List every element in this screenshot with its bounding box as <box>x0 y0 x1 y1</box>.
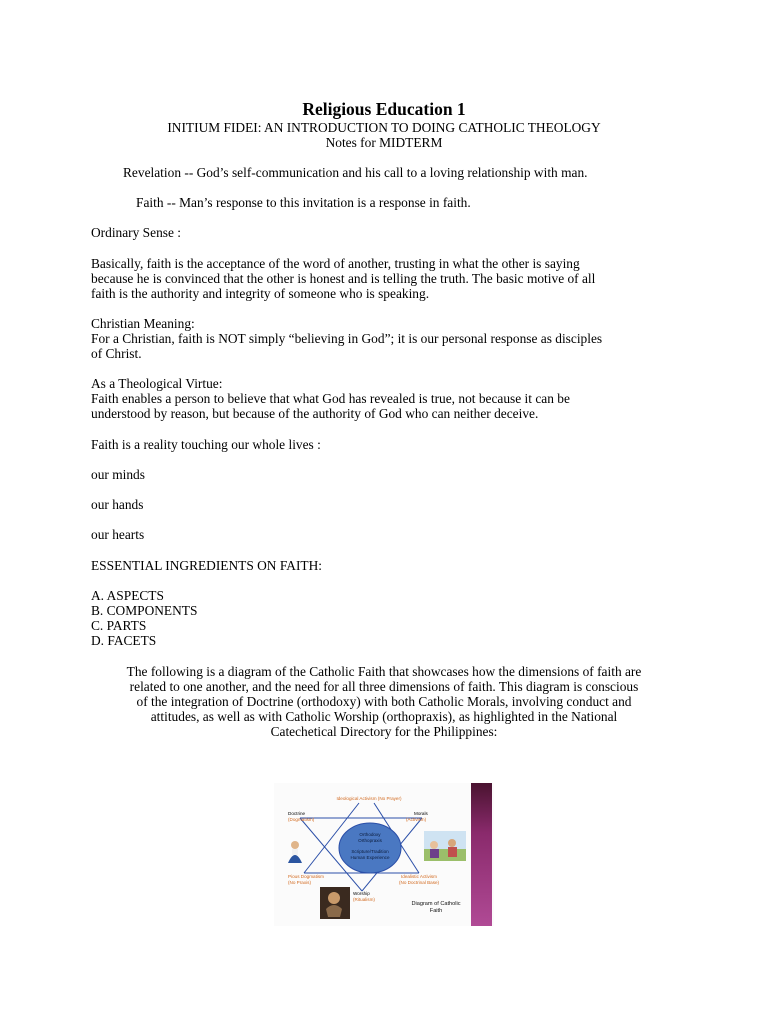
ideological-activism-label: Ideological Activism (No Prayer) <box>336 796 402 801</box>
morals-picture-icon <box>424 831 466 861</box>
reality-statement: Faith is a reality touching our whole lives : <box>91 437 321 452</box>
morals-sub-label: (Activism) <box>406 817 427 822</box>
diagram-caption: Diagram of Catholic <box>411 901 461 907</box>
ingredient-item: D. FACETS <box>91 633 157 648</box>
center-text: Orthopraxis <box>358 838 382 843</box>
idealistic-activism-label: Idealistic Activism <box>401 874 437 879</box>
worship-picture-icon <box>320 887 350 919</box>
ordinary-sense-heading: Ordinary Sense : <box>91 225 181 240</box>
catholic-faith-diagram <box>274 783 494 926</box>
idealistic-activism-sub: (No Doctrinal Base) <box>399 880 440 885</box>
worship-label: Worship <box>353 891 370 896</box>
theological-virtue-line: Faith enables a person to believe that what God has revealed is true, not because it can be <box>91 391 570 406</box>
diagram-intro-line: Catechetical Directory for the Philippines: <box>270 724 498 739</box>
center-circle <box>339 823 401 873</box>
diagram-caption: Faith <box>429 908 443 914</box>
diagram-intro-line: of the integration of Doctrine (orthodoxy) with both Catholic Morals, involving conduct and <box>136 694 632 709</box>
document-title: Religious Education 1 <box>302 99 466 119</box>
morals-label: Morals <box>414 811 428 816</box>
worship-sub-label: (Ritualism) <box>353 897 375 902</box>
pious-dogmatism-sub: (No Praxis) <box>288 880 311 885</box>
decorative-bar <box>471 783 492 926</box>
faith-definition: Faith -- Man’s response to this invitation is a response in faith. <box>136 195 471 210</box>
doctrine-sub-label: (Dogmatism) <box>288 817 315 822</box>
ordinary-sense-line: faith is the authority and integrity of someone who is speaking. <box>91 286 430 301</box>
center-text: Human Experience <box>350 855 390 860</box>
christian-meaning-line: For a Christian, faith is NOT simply “believing in God”; it is our personal response as disciples <box>91 331 603 346</box>
center-text: Orthodoxy <box>359 832 381 837</box>
christian-meaning-heading: Christian Meaning: <box>91 316 195 331</box>
life-item: our minds <box>91 467 145 482</box>
notes-label: Notes for MIDTERM <box>325 135 443 150</box>
life-item: our hands <box>91 497 144 512</box>
diagram-intro-line: attitudes, as well as with Catholic Worship (orthopraxis), as highlighted in the National <box>150 709 618 724</box>
theological-virtue-line: understood by reason, but because of the authority of God who can neither deceive. <box>91 406 539 421</box>
center-text: Scripture/Tradition <box>351 849 389 854</box>
christian-meaning-line: of Christ. <box>91 346 142 361</box>
diagram-intro-line: The following is a diagram of the Catholic Faith that showcases how the dimensions of faith are <box>126 664 642 679</box>
doctrine-figure-icon <box>288 841 302 863</box>
theological-virtue-heading: As a Theological Virtue: <box>91 376 223 391</box>
ingredient-item: A. ASPECTS <box>91 588 164 603</box>
ordinary-sense-line: because he is convinced that the other is honest and is telling the truth. The basic motive of all <box>91 271 596 286</box>
document-subtitle: INITIUM FIDEI: AN INTRODUCTION TO DOING CATHOLIC THEOLOGY <box>167 120 601 135</box>
ordinary-sense-line: Basically, faith is the acceptance of the word of another, trusting in what the other is saying <box>91 256 580 271</box>
ingredient-item: C. PARTS <box>91 618 147 633</box>
essential-ingredients-heading: ESSENTIAL INGREDIENTS ON FAITH: <box>91 558 322 573</box>
diagram-intro-line: related to one another, and the need for all three dimensions of faith. This diagram is conscious <box>129 679 639 694</box>
pious-dogmatism-label: Pious Dogmatism <box>288 874 324 879</box>
ingredient-item: B. COMPONENTS <box>91 603 198 618</box>
revelation-definition: Revelation -- God’s self-communication and his call to a loving relationship with man. <box>123 165 588 180</box>
life-item: our hearts <box>91 527 145 542</box>
doctrine-label: Doctrine <box>288 811 306 816</box>
